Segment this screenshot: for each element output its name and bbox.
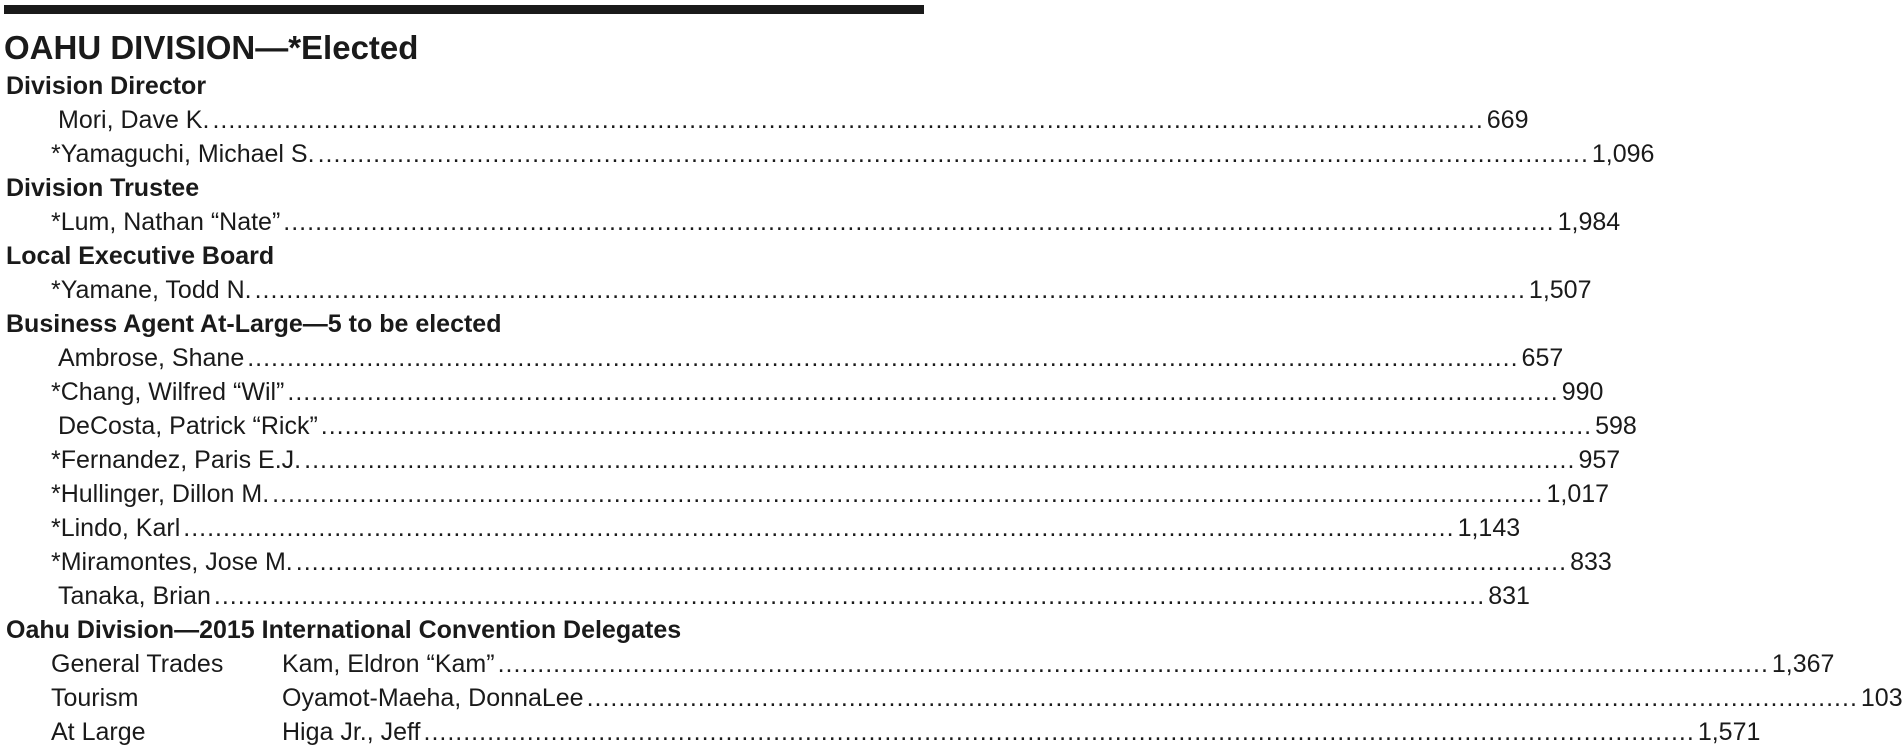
leader-dots: ................................................................................................................................................................ <box>423 718 1695 746</box>
result-row <box>0 477 1610 511</box>
vote-count: 833 <box>1570 548 1612 576</box>
vote-count: 669 <box>1486 106 1529 134</box>
result-entry <box>282 715 1761 749</box>
candidate-name: Higa Jr., Jeff <box>282 718 421 746</box>
leader-dots: ................................................................................................................................................................ <box>295 548 1568 576</box>
result-entry <box>58 579 1530 613</box>
vote-count: 103 <box>1860 684 1903 712</box>
leader-dots: ................................................................................................................................................................ <box>320 412 1593 440</box>
vote-count: 831 <box>1488 582 1530 610</box>
vote-count: 657 <box>1521 344 1564 372</box>
section-heading: Local Executive Board <box>6 242 275 270</box>
candidate-name: *Fernandez, Paris E.J. <box>51 446 302 474</box>
section-heading: Division Director <box>6 72 207 100</box>
result-entry <box>282 681 1903 715</box>
result-entry <box>51 511 1521 545</box>
vote-count: 1,507 <box>1528 276 1592 304</box>
leader-dots: ................................................................................................................................................................ <box>183 514 1455 542</box>
candidate-name: *Chang, Wilfred “Wil” <box>51 378 285 406</box>
leader-dots: ................................................................................................................................................................ <box>497 650 1769 678</box>
vote-count: 957 <box>1578 446 1621 474</box>
result-row <box>0 375 1604 409</box>
top-rule <box>4 5 924 14</box>
result-row <box>0 443 1621 477</box>
leader-dots: ................................................................................................................................................................ <box>586 684 1858 712</box>
result-entry <box>51 477 1610 511</box>
vote-count: 1,017 <box>1546 480 1610 508</box>
vote-count: 598 <box>1595 412 1637 440</box>
result-row <box>0 409 1637 443</box>
result-row <box>0 579 1530 613</box>
page-title: OAHU DIVISION—*Elected <box>4 29 419 66</box>
section-convention-delegates <box>0 613 930 647</box>
result-entry <box>58 341 1564 375</box>
section-business-agent-at-large <box>0 307 930 341</box>
candidate-name: Tanaka, Brian <box>58 582 211 610</box>
candidate-name: DeCosta, Patrick “Rick” <box>58 412 318 440</box>
leader-dots: ................................................................................................................................................................ <box>213 582 1486 610</box>
result-entry <box>51 443 1621 477</box>
result-entry <box>51 273 1592 307</box>
leader-dots: ................................................................................................................................................................ <box>304 446 1576 474</box>
leader-dots: ................................................................................................................................................................ <box>287 378 1559 406</box>
candidate-name: *Yamaguchi, Michael S. <box>51 140 315 168</box>
result-entry <box>51 545 1612 579</box>
result-entry <box>282 647 1835 681</box>
result-row <box>0 647 1835 681</box>
result-entry <box>51 375 1604 409</box>
candidate-name: *Yamane, Todd N. <box>51 276 252 304</box>
delegate-category: At Large <box>51 718 146 746</box>
section-heading: Business Agent At-Large—5 to be elected <box>6 310 502 338</box>
vote-count: 1,367 <box>1771 650 1835 678</box>
candidate-name: *Miramontes, Jose M. <box>51 548 293 576</box>
result-row <box>0 715 1761 749</box>
leader-dots: ................................................................................................................................................................ <box>212 106 1484 134</box>
vote-count: 1,096 <box>1591 140 1655 168</box>
result-entry <box>58 409 1637 443</box>
result-row <box>0 545 1612 579</box>
section-heading: Division Trustee <box>6 174 200 202</box>
result-row <box>0 205 1621 239</box>
delegate-category: Tourism <box>51 684 139 712</box>
result-row <box>0 681 1903 715</box>
result-row <box>0 137 1655 171</box>
candidate-name: Mori, Dave K. <box>58 106 210 134</box>
section-local-executive-board <box>0 239 930 273</box>
result-entry <box>58 103 1529 137</box>
leader-dots: ................................................................................................................................................................ <box>254 276 1526 304</box>
section-division-trustee <box>0 171 930 205</box>
leader-dots: ................................................................................................................................................................ <box>247 344 1519 372</box>
result-row <box>0 273 1592 307</box>
leader-dots: ................................................................................................................................................................ <box>283 208 1555 236</box>
section-division-director <box>0 69 930 103</box>
candidate-name: *Lindo, Karl <box>51 514 181 542</box>
candidate-name: Oyamot-Maeha, DonnaLee <box>282 684 584 712</box>
result-entry <box>51 137 1655 171</box>
vote-count: 1,984 <box>1557 208 1621 236</box>
candidate-name: *Hullinger, Dillon M. <box>51 480 270 508</box>
candidate-name: Ambrose, Shane <box>58 344 245 372</box>
result-entry <box>51 205 1621 239</box>
section-heading: Oahu Division—2015 International Convention Delegates <box>6 616 682 644</box>
vote-count: 990 <box>1561 378 1604 406</box>
result-row <box>0 511 1521 545</box>
delegate-category: General Trades <box>51 650 224 678</box>
vote-count: 1,143 <box>1457 514 1521 542</box>
vote-count: 1,571 <box>1697 718 1761 746</box>
candidate-name: *Lum, Nathan “Nate” <box>51 208 281 236</box>
result-row <box>0 103 1529 137</box>
result-row <box>0 341 1564 375</box>
leader-dots: ................................................................................................................................................................ <box>317 140 1589 168</box>
candidate-name: Kam, Eldron “Kam” <box>282 650 495 678</box>
leader-dots: ................................................................................................................................................................ <box>272 480 1544 508</box>
